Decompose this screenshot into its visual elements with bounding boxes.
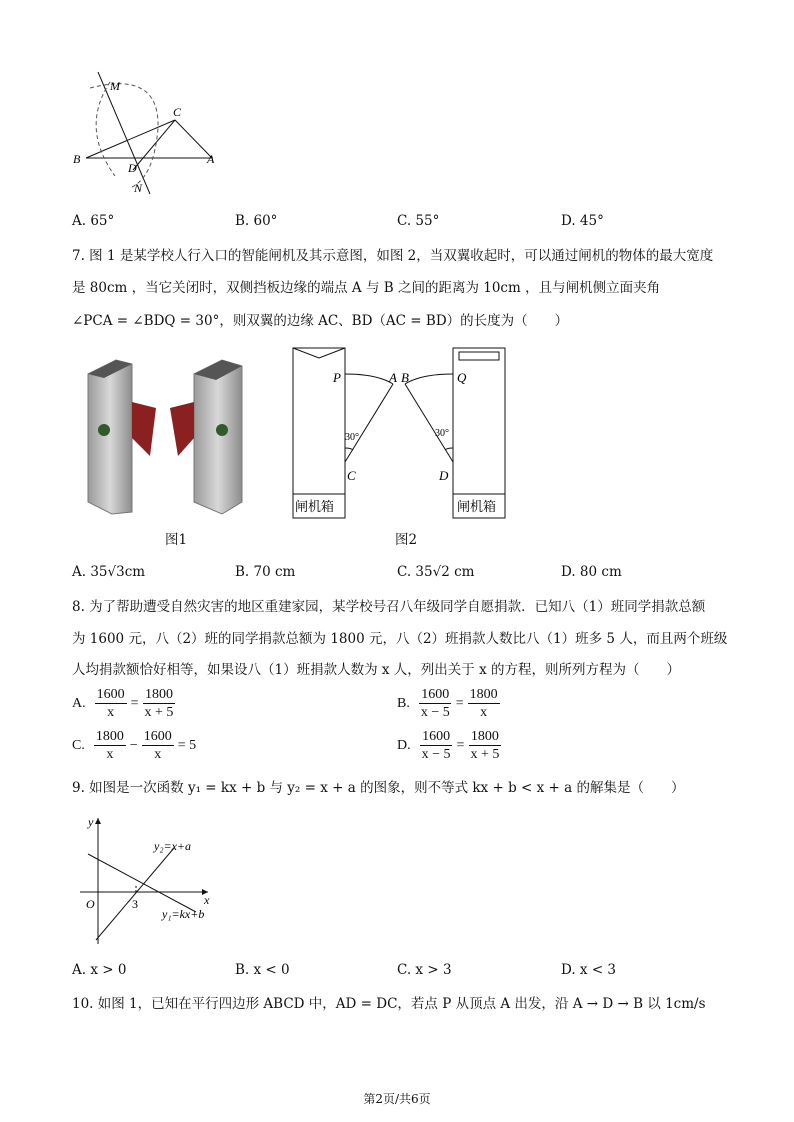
q8d-frac-1 — [420, 728, 453, 763]
label-a-fig2: A — [389, 370, 397, 385]
q8d-den-1: x − 5 — [421, 747, 451, 762]
box-label-left: 闸机箱 — [295, 499, 335, 514]
q10-line-1: 10. 如图 1，已知在平行四边形 ABCD 中，AD = DC，若点 P 从顶点 A 出发，沿 A → D → B 以 1cm/s — [72, 996, 706, 1012]
q9-function-graph — [70, 812, 230, 952]
q8c-frac-2 — [142, 728, 174, 763]
label-b: B — [73, 152, 81, 166]
q8b-num-1: 1600 — [421, 687, 450, 702]
q6-option-b[interactable]: B. 60° — [235, 213, 278, 229]
label-m: M — [110, 79, 120, 93]
q7-option-a[interactable]: A. 35√3cm — [72, 564, 146, 580]
label-c: C — [173, 105, 182, 119]
q8a-den-1: x — [107, 705, 115, 720]
q9-option-d[interactable]: D. x < 3 — [561, 962, 617, 978]
q8a-label: A. — [72, 695, 86, 711]
label-d: D — [128, 161, 137, 175]
q8a-den-2: x + 5 — [144, 705, 174, 720]
q7-line-1: 7. 图 1 是某学校人行入口的智能闸机及其示意图，如图 2，当双翼收起时，可以通过闸机的物体的最大宽度 — [72, 248, 714, 264]
graph-label-y2: y₂=x+a — [154, 839, 192, 853]
q8-option-a[interactable] — [72, 686, 176, 721]
q8d-frac-2 — [468, 728, 501, 763]
fig2-caption: 图2 — [395, 532, 418, 548]
q8-line-1: 8. 为了帮助遭受自然灾害的地区重建家园，某学校号召八年级同学自愿捐款．已知八（1）班同学捐款总额 — [72, 599, 706, 615]
label-b-fig2: B — [401, 370, 409, 385]
q8a-num-2: 1800 — [144, 687, 173, 702]
label-q: Q — [457, 370, 467, 385]
label-c-fig2: C — [347, 468, 356, 483]
box-label-right: 闸机箱 — [457, 499, 497, 514]
q6-option-d[interactable]: D. 45° — [561, 213, 604, 229]
q8-option-b[interactable] — [397, 686, 501, 721]
q8c-op: − — [129, 737, 138, 753]
graph-label-x: x — [204, 893, 210, 907]
label-a: A — [207, 152, 215, 166]
turnstile-schematic — [285, 344, 515, 524]
q9-option-b[interactable]: B. x < 0 — [235, 962, 290, 978]
q7-option-b[interactable]: B. 70 cm — [235, 564, 296, 580]
q9-option-a[interactable]: A. x > 0 — [72, 962, 127, 978]
label-p: P — [333, 370, 341, 385]
q8c-tail: = 5 — [177, 737, 197, 753]
angle-left: 30° — [345, 432, 359, 443]
q6-option-a[interactable]: A. 65° — [72, 213, 115, 229]
q6-option-c[interactable]: C. 55° — [397, 213, 440, 229]
q8a-num-1: 1600 — [96, 687, 125, 702]
q8c-num-1: 1800 — [95, 729, 124, 744]
q8a-frac-2 — [143, 686, 176, 721]
q8b-den-2: x — [480, 705, 488, 720]
graph-label-y1: y₁=kx+b — [162, 907, 205, 921]
q8c-label: C. — [72, 737, 85, 753]
q8-line-2: 为 1600 元，八（2）班的同学捐款总额为 1800 元，八（2）班捐款人数比八（1）班多 5 人，而且两个班级 — [72, 631, 728, 647]
q8c-num-2: 1600 — [143, 729, 172, 744]
q6-geometry-figure — [70, 68, 230, 198]
label-d-fig2: D — [439, 468, 449, 483]
q8b-frac-2 — [468, 686, 500, 721]
q8d-label: D. — [397, 737, 411, 753]
fig1-caption: 图1 — [165, 532, 188, 548]
angle-right: 30° — [435, 428, 449, 439]
q8b-frac-1 — [419, 686, 452, 721]
q8c-frac-1 — [94, 728, 126, 763]
turnstile-illustration — [82, 352, 252, 520]
q8b-den-1: x − 5 — [420, 705, 450, 720]
q7-line-3: ∠PCA = ∠BDQ = 30°，则双翼的边缘 AC、BD（AC = BD）的长度为（ ） — [72, 313, 569, 329]
q7-option-c[interactable]: C. 35√2 cm — [397, 564, 475, 580]
page-footer: 第2页/共6页 — [363, 1092, 431, 1106]
graph-label-o: O — [86, 897, 95, 911]
q8a-frac-1 — [95, 686, 127, 721]
q9-line-1: 9. 如图是一次函数 y₁ = kx + b 与 y₂ = x + a 的图象，则不等式 kx + b < x + a 的解集是（ ） — [72, 780, 685, 796]
q9-option-c[interactable]: C. x > 3 — [397, 962, 452, 978]
q8-option-c[interactable] — [72, 728, 199, 763]
q8a-op: = — [130, 695, 139, 711]
q8c-den-2: x — [154, 747, 162, 762]
label-n: N — [134, 181, 143, 195]
q8-option-d[interactable] — [397, 728, 502, 763]
q8d-op: = — [456, 737, 465, 753]
q8d-num-2: 1800 — [470, 729, 499, 744]
q8b-op: = — [455, 695, 464, 711]
q7-line-2: 是 80cm ，当它关闭时，双侧挡板边缘的端点 A 与 B 之间的距离为 10cm ，且与闸机侧立面夹角 — [72, 280, 661, 296]
q8d-den-2: x + 5 — [470, 747, 500, 762]
q8b-num-2: 1800 — [469, 687, 498, 702]
graph-label-3: 3 — [132, 897, 138, 911]
q8c-den-1: x — [106, 747, 114, 762]
q7-option-d[interactable]: D. 80 cm — [561, 564, 622, 580]
q8-line-3: 人均捐款额恰好相等，如果设八（1）班捐款人数为 x 人，列出关于 x 的方程，则所列方程为（ ） — [72, 662, 680, 678]
q8b-label: B. — [397, 695, 410, 711]
q8d-num-1: 1600 — [422, 729, 451, 744]
graph-label-y: y — [88, 815, 94, 829]
